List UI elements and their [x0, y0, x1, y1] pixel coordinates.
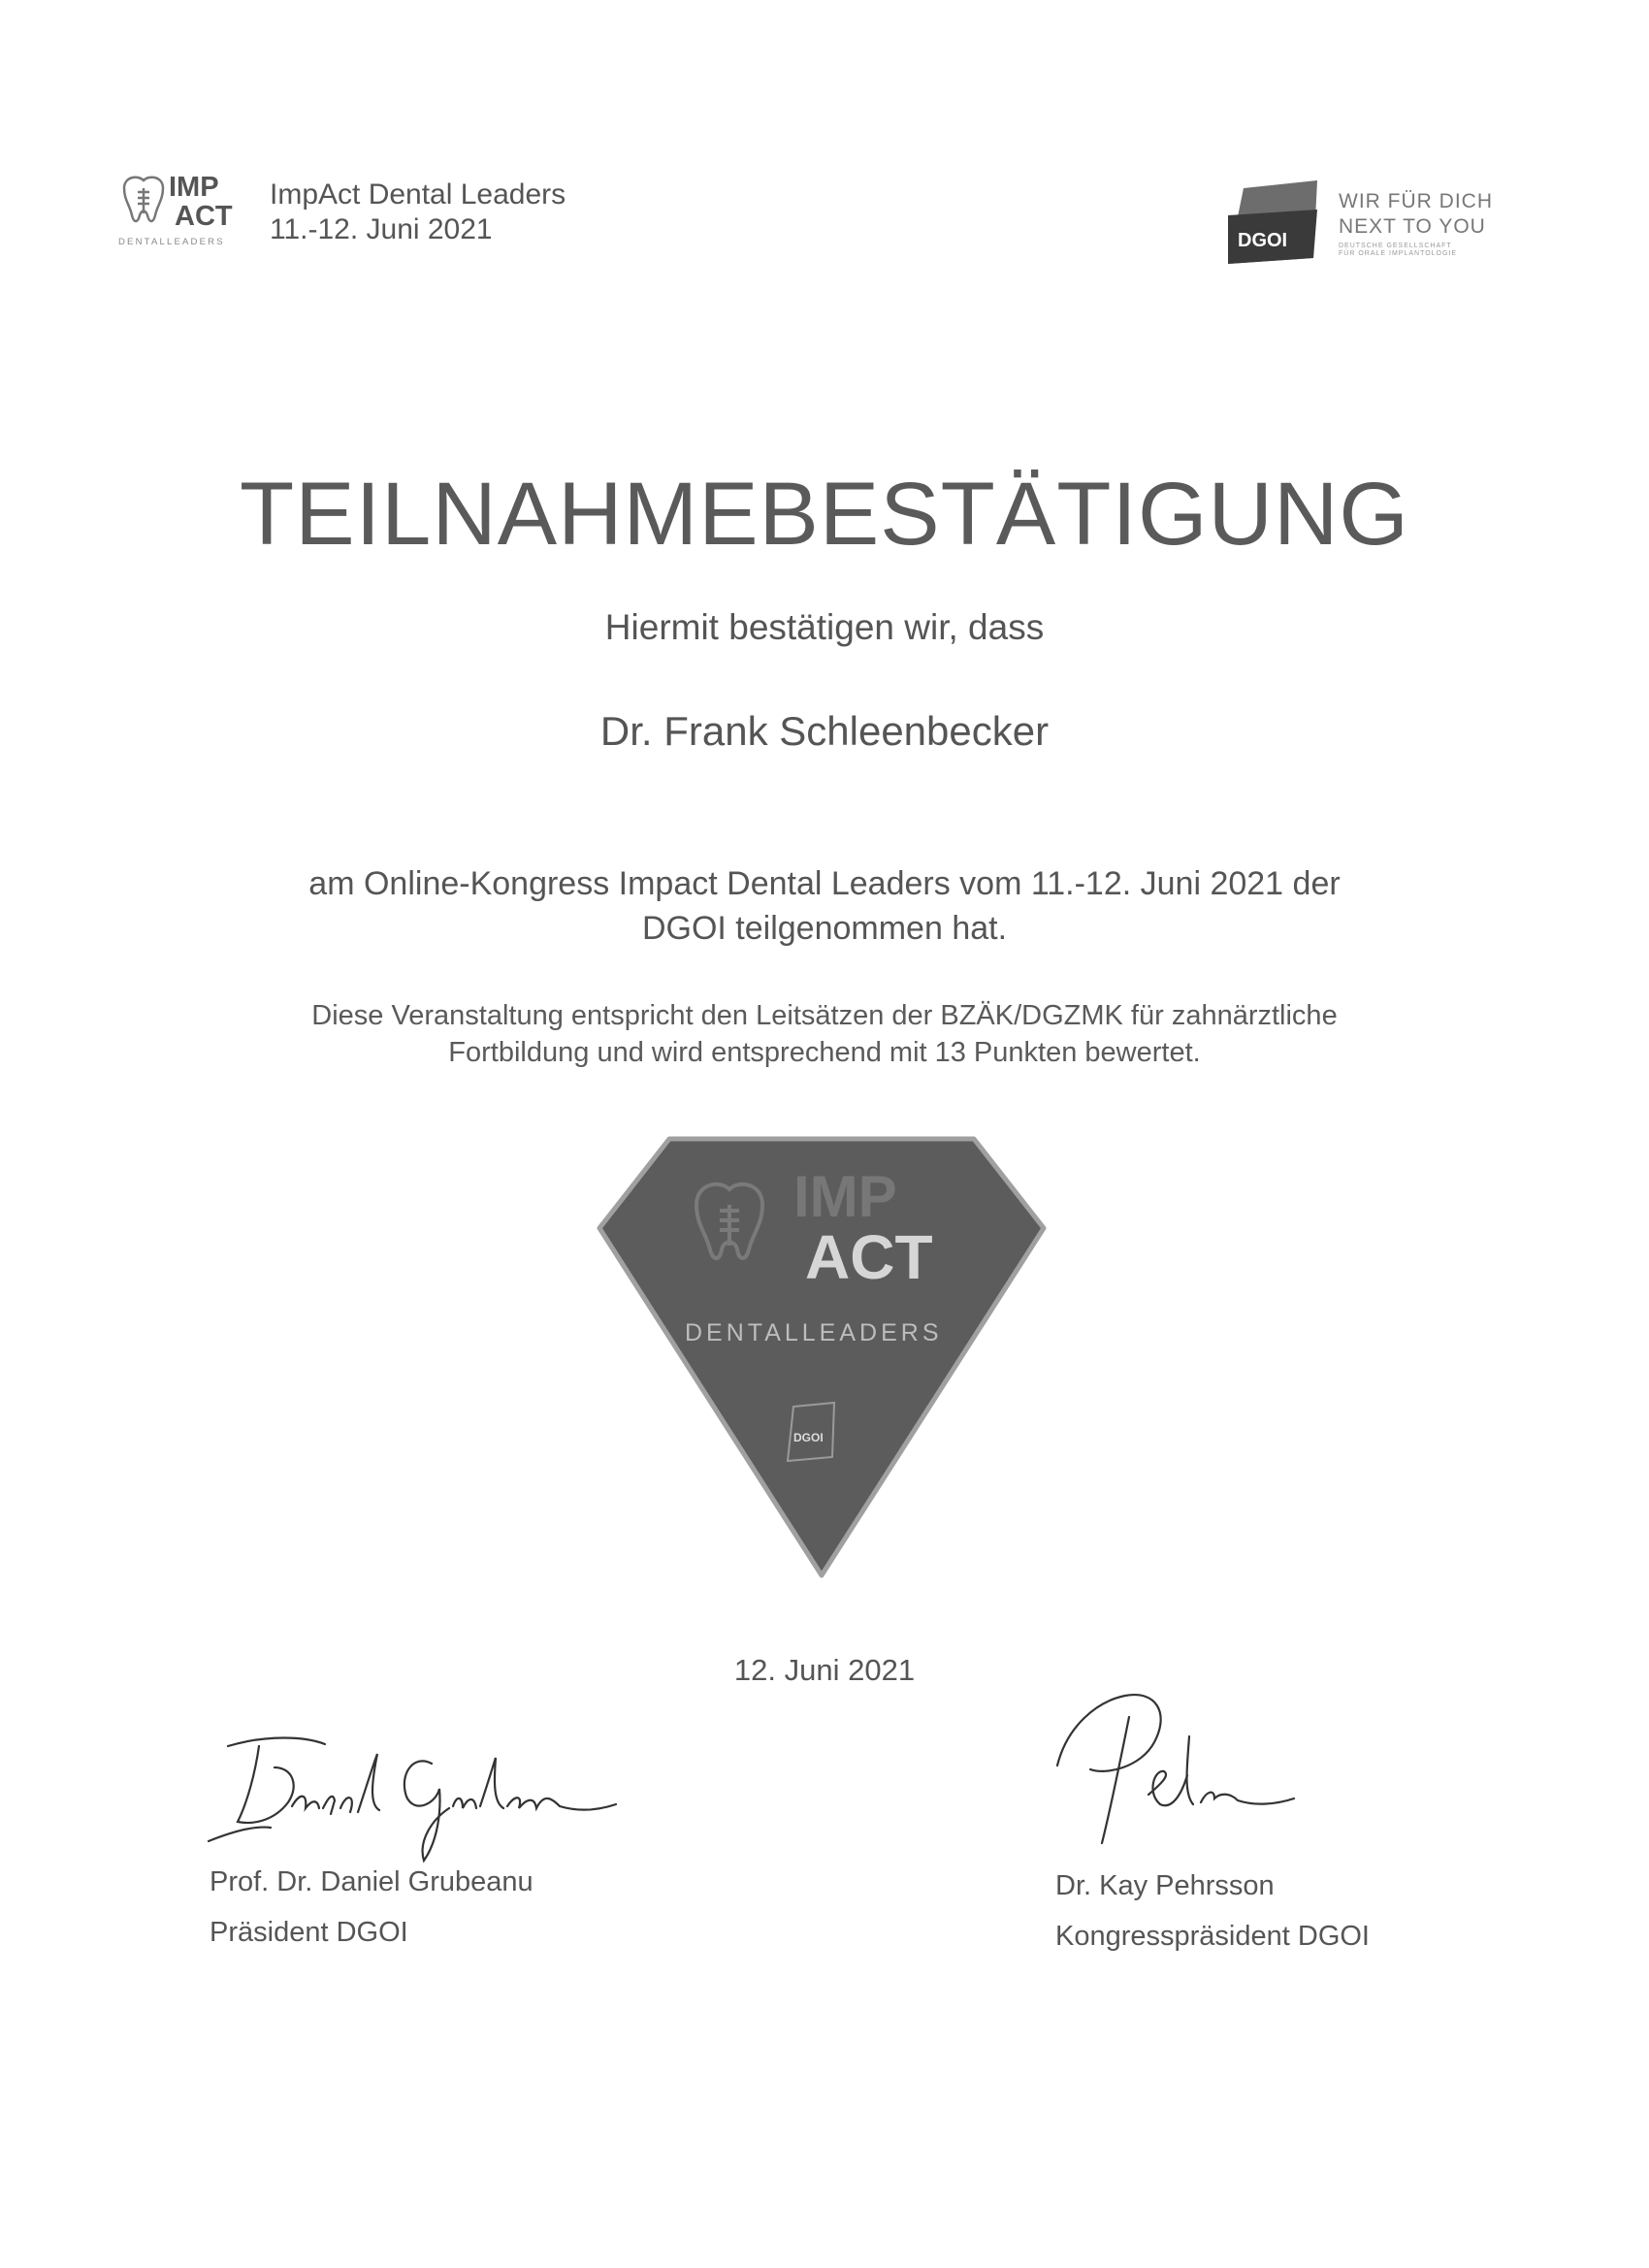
accreditation-paragraph [0, 997, 1649, 1071]
signatory-2-name: Dr. Kay Pehrsson [1055, 1870, 1275, 1901]
issue-date: 12. Juni 2021 [733, 1653, 916, 1687]
event-title: ImpAct Dental Leaders [270, 178, 566, 211]
header-event [116, 171, 660, 258]
event-date: 11.-12. Juni 2021 [270, 213, 493, 245]
fine-print-1: DEUTSCHE GESELLSCHAFT [1339, 243, 1452, 249]
impact-logo-line2: ACT [175, 201, 233, 232]
badge-small-logo-text: DGOI [793, 1431, 824, 1444]
signatory-1-name: Prof. Dr. Daniel Grubeanu [210, 1866, 534, 1897]
impact-badge [594, 1133, 1050, 1581]
impact-logo [116, 171, 262, 254]
signature-grubeanu [199, 1725, 626, 1870]
participation-paragraph [0, 861, 1649, 951]
impact-logo-line1: IMP [169, 172, 219, 203]
dgoi-logo [1224, 180, 1321, 268]
fine-print-2: FÜR ORALE IMPLANTOLOGIE [1339, 250, 1458, 257]
participation-line-1: am Online-Kongress Impact Dental Leaders vom 11.-12. Juni 2021 der [308, 865, 1341, 902]
impact-logo-tagline: DENTALLEADERS [118, 237, 225, 247]
intro-text: Hiermit bestätigen wir, dass [604, 607, 1045, 647]
tooth-icon [124, 178, 163, 221]
badge-line2: ACT [805, 1222, 933, 1292]
signatory-1-role: Präsident DGOI [210, 1917, 408, 1948]
document-title: TEILNAHMEBESTÄTIGUNG [240, 465, 1409, 564]
accreditation-line-1: Diese Veranstaltung entspricht den Leitsätzen der BZÄK/DGZMK für zahnärztliche [311, 1000, 1338, 1031]
signature-pehrsson [1048, 1678, 1300, 1863]
dgoi-logo-text: DGOI [1238, 230, 1288, 251]
slogan-en: NEXT TO YOU [1339, 215, 1486, 238]
badge-tagline: DENTALLEADERS [685, 1319, 943, 1346]
participation-line-2: DGOI teilgenommen hat. [641, 910, 1008, 947]
slogan-de: WIR FÜR DICH [1339, 190, 1493, 212]
signatory-2-role: Kongresspräsident DGOI [1055, 1921, 1370, 1952]
header-dgoi [1224, 180, 1505, 268]
participant-name: Dr. Frank Schleenbecker [599, 708, 1050, 754]
badge-line1: IMP [793, 1164, 897, 1229]
accreditation-line-2: Fortbildung und wird entsprechend mit 13 Punkten bewertet. [448, 1037, 1201, 1068]
